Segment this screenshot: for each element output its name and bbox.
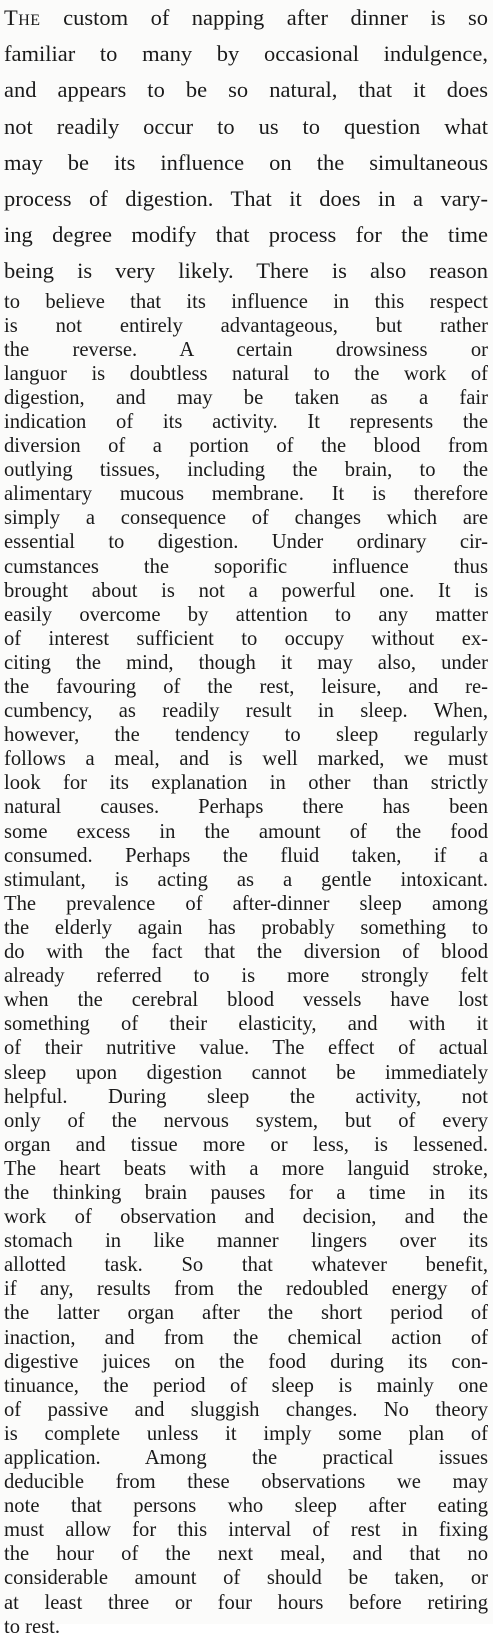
article-line: the latter organ after the short period of xyxy=(4,1302,488,1325)
article-line: if any, results from the redoubled energy of xyxy=(4,1278,488,1301)
article-body xyxy=(4,290,488,1639)
article-line: familiar to many by occasional indulgence, xyxy=(4,41,488,67)
article-line: at least three or four hours before retiring xyxy=(4,1591,488,1614)
article-line: the favouring of the rest, leisure, and re- xyxy=(4,676,488,698)
article-line: alimentary mucous membrane. It is therefore xyxy=(4,483,488,506)
article-line: considerable amount of should be taken, or xyxy=(4,1567,488,1590)
article-line: The custom of napping after dinner is so xyxy=(4,5,488,30)
article-line: must allow for this interval of rest in fixing xyxy=(4,1519,488,1542)
article-line: to rest. xyxy=(4,1615,61,1638)
article-line: look for its explanation in other than strictly xyxy=(4,772,488,795)
article-line: and appears to be so natural, that it does xyxy=(4,77,488,103)
article-line: languor is doubtless natural to the work of xyxy=(4,362,488,385)
article-line: stomach in like manner lingers over its xyxy=(4,1230,488,1253)
article-line: easily overcome by attention to any matter xyxy=(4,603,488,626)
article-line: digestion, and may be taken as a fair xyxy=(4,386,488,409)
article-line: of interest sufficient to occupy without ex- xyxy=(4,627,488,650)
article-line: organ and tissue more or less, is lessened. xyxy=(4,1133,488,1156)
article-line: some excess in the amount of the food xyxy=(4,820,488,843)
article-line: cumstances the soporific influence thus xyxy=(4,555,488,578)
article-line: digestive juices on the food during its con- xyxy=(4,1350,488,1373)
article-line: sleep upon digestion cannot be immediately xyxy=(4,1061,488,1084)
article-line: The heart beats with a more languid stroke, xyxy=(4,1157,488,1180)
article-line: consumed. Perhaps the fluid taken, if a xyxy=(4,844,488,867)
article-line: something of their elasticity, and with it xyxy=(4,1013,488,1036)
article-line: outlying tissues, including the brain, to the xyxy=(4,459,488,482)
article-line: already referred to is more strongly felt xyxy=(4,965,488,988)
article-line: ing degree modify that process for the time xyxy=(4,222,488,248)
article-line: being is very likely. There is also reason xyxy=(4,258,488,284)
article-line: indication of its activity. It represents the xyxy=(4,410,488,433)
article-line: when the cerebral blood vessels have lost xyxy=(4,989,488,1012)
article-line: essential to digestion. Under ordinary cir- xyxy=(4,531,488,554)
article-first-word: The xyxy=(4,5,41,30)
article-line: the hour of the next meal, and that no xyxy=(4,1543,488,1566)
article-column xyxy=(4,0,488,1639)
article-line: do with the fact that the diversion of blood xyxy=(4,941,488,964)
article-line: the reverse. A certain drowsiness or xyxy=(4,338,488,361)
article-line: of their nutritive value. The effect of actual xyxy=(4,1037,488,1060)
article-line: work of observation and decision, and the xyxy=(4,1206,488,1229)
article-line: is complete unless it imply some plan of xyxy=(4,1422,488,1445)
article-line: deducible from these observations we may xyxy=(4,1471,488,1494)
article-line: not readily occur to us to question what xyxy=(4,113,488,139)
article-line: only of the nervous system, but of every xyxy=(4,1109,488,1132)
article-line: stimulant, is acting as a gentle intoxicant. xyxy=(4,868,488,891)
article-opening xyxy=(4,0,488,290)
article-line: is not entirely advantageous, but rather xyxy=(4,314,488,337)
article-line: to believe that its influence in this respect xyxy=(4,290,488,313)
article-line: cumbency, as readily result in sleep. When, xyxy=(4,700,488,723)
article-line: the thinking brain pauses for a time in its xyxy=(4,1181,488,1204)
article-line: allotted task. So that whatever benefit, xyxy=(4,1254,488,1277)
article-line: tinuance, the period of sleep is mainly one xyxy=(4,1374,488,1397)
article-line: application. Among the practical issues xyxy=(4,1447,488,1469)
article-line: note that persons who sleep after eating xyxy=(4,1495,488,1518)
article-line: brought about is not a powerful one. It is xyxy=(4,579,488,602)
article-line: The prevalence of after-dinner sleep among xyxy=(4,892,488,915)
article-line: however, the tendency to sleep regularly xyxy=(4,724,488,747)
article-line: may be its influence on the simultaneous xyxy=(4,149,488,175)
article-line: citing the mind, though it may also, under xyxy=(4,651,488,674)
article-line: helpful. During sleep the activity, not xyxy=(4,1085,488,1108)
article-line: the elderly again has probably something to xyxy=(4,916,488,939)
article-line: follows a meal, and is well marked, we must xyxy=(4,748,488,771)
article-line: of passive and sluggish changes. No theory xyxy=(4,1398,488,1421)
article-line: diversion of a portion of the blood from xyxy=(4,435,488,458)
article-line: natural causes. Perhaps there has been xyxy=(4,796,488,819)
article-line: simply a consequence of changes which are xyxy=(4,507,488,530)
article-line: process of digestion. That it does in a vary- xyxy=(4,185,488,211)
article-line: inaction, and from the chemical action of xyxy=(4,1326,488,1349)
